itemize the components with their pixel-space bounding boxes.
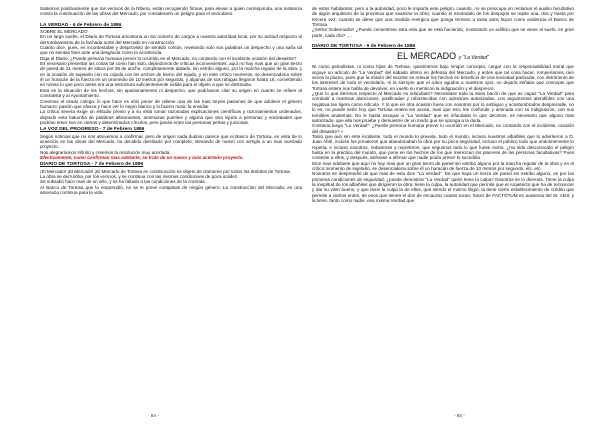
right-intro-paragraph: de estos habitantes; pero a la autoridad, poco le importa este peligro, cuando, no se preocupa en reclamar el auxilio facultativo de algún arquitecto de la provincia que examine la obra; cuando el escándalo de los despojos se repite una, dos y hasta por tercera vez; cuando se diese que una medida enérgica que ponga término a tanta sans façon como evidencia el Banco de Tortosa. <box>312 6 574 28</box>
body-paragraph: ¿Que lo que decimos respecto al Mercado es infundado? Necesitase toda la Sans bacón de que es capaz "La Verdad" para combatir a nuestras aserciones, justificadas y robustecidas con opiniones autorizadas, con argumentos atendibles con una negativa tan ligera como ridícula. Y lo que en otra ocasión fuera con nosotros por lo ambiguo y acostumbrados desprecialle, no lo es, no puede serlo hoy que Tortosa entera les acusa, mas que eso; les confunde y aminada con su indignación, con sus temibles anatemas. No le basta escapar a "La Verdad" que es infundado lo que decimos; es necesario que alguno mas autorizado, que ella nos pruebe y demuestre de un modo que se oponga a la duda. <box>312 91 574 123</box>
body-paragraph: ¡El Mercado! ¡El Mercado! ¡El Mercado de Tortosa en construcción es objeto de clamoreo por todos los ámbitos de Tortosa. <box>40 168 291 174</box>
article-title <box>312 51 574 63</box>
article-title-sub: y "La Verdad" <box>458 55 490 62</box>
page-number-left: - 84 - <box>148 413 159 418</box>
page-number-right: - 85 - <box>454 413 465 418</box>
section-heading-diario-7-febrero: DIARIO DE TORTOSA - 7 de Febrero de 1886 <box>40 162 144 168</box>
body-paragraph: Al Banco de Tortosa que la emprendió, no se le ponei cortapisas de ningún género. La construcción del Mercado, es una amenaza continua para la vida <box>40 184 302 195</box>
section-heading-diario-9-febrero: DIARIO DE TORTOSA - 9 de Febrero de 1886 <box>312 44 416 50</box>
section-heading-la-verdad: LA VERDAD - 6 de Febrero de 1886 <box>40 22 122 28</box>
body-paragraph: En un largo suelto, el Diario de Tortosa amontona un sin número de cargos a nuestra autoridad local, por su actitud respecto al derrumbamiento de la fachada norte del Mercado en construcción. <box>40 34 302 45</box>
right-page <box>312 6 574 410</box>
body-paragraph: Tanto que aun sin este incidente, todo el mundo lo prevela, todo el mundo, incluso nuestros albañiles que lo advirtieron a D. Juan Abril, incluso los jornaleros que abandonaban la obra por su poca seguridad, incluso el público todo que unánimemente lo repetía, e incluso nosotros, redactores y reporteros, que seguimos todo lo que fuese cierto. ¿Ha sido desconocido el peligro hasta en la práctica del mundo, que pone en los hechos de los que merezcan los placeres de las personas facultativas? Pues conteste a ellos, y después, atrévase a afirmar que nadie podía prever lo sucedido. <box>312 133 574 161</box>
body-paragraph: La crítica severa exige un estudio previo y a su vista tomar razonadas explicaciones científicas y razonamientos ordenados, dejando esta balumba de palabras altisonantes, amenazas pueriles y alguna que otra injuria a personas y sociedades que podrían tener son en ciertos y determinados círculos, pero jamás entre las personas pertas y juiciosas. <box>40 109 302 125</box>
body-paragraph: Esta es la situación de los hechos, sin apasionamiento ni despecho, que podríamos citar su origen en cuanto se refiere al contratista y al Ayuntamiento. <box>40 87 302 99</box>
body-paragraph: Ni como periodistas, ni como hijos de Tortosa, quisiéramos bajo ningún concepto, cargar con la responsabilidad moral que arguye un artículo de "La Verdad" del sábado último en defensa del Mercado, y antes que tal cosa hacer, romperíamos cien veces la pluma, pues que la misión del escritor es relevar los hechos en beneficio de una sociedad particular, con detrimento de los intereses de todo el vecindario, ni la siempre que el rubor agudos a nuestros ojos, no dejaría señalar que concepto que Tortosa entera nos habla de devolver, en vuelto su menticon la indignación y el desprecio. <box>312 64 574 91</box>
body-paragraph: Continúa luego "La Verdad": ¿Puede persona humana prever lo ocurrido en el Mercado, no contando con el incidente, ocasión del desastre? » <box>312 123 574 134</box>
editorial-note-red: Efectivamente, como confirman mas adelante, se trata de un nuevo y más acertado proyecto. <box>40 154 244 160</box>
body-paragraph: Nos alegraríamos infinito y creemos la resolución muy acertada. <box>40 149 171 155</box>
left-page <box>40 6 302 410</box>
section-heading-voz-del-progreso: LA VOZ DEL PROGRESO - 7 de Febrero 1886 <box>40 127 145 133</box>
body-paragraph: Cuanto dice, pues, es incontestable y desprovisto de sentido común, revelando solo sus palabras un despecho y una saña tal que no sientan bien ante una desgracia como la acontecida. <box>40 45 302 56</box>
body-paragraph: Diga el Diario: ¿Puede persona humana prever lo ocurrido en el Mercado, no contando con el incidente ocasión del desastre? <box>40 55 297 61</box>
body-paragraph: Según noticias que no nos atrevemos a confirmar, pero de origen nada dudoso parece que el Banco de Tortosa, en vista de lo acaecido en las obras del Mercado, ha decidido derribarlo por completo, elevando de nuevo con arreglo a un mas acertado proyecto. <box>40 133 302 150</box>
left-intro-paragraph: Sabemos positivamente que los vecinos de la Ribera, están recogiendo firmas, para elevar a quien corresponda, una instancia contra la continuación de las obras del Mercado, por considerarlo un peligro para el vecindario. <box>40 6 302 17</box>
right-intro-paragraph: ¿Señor Gobernador! ¿Puede consentirse esta vela que se está haciendo, mostrando un edificio que se viene al suelo, en gran parte, cada día? .... <box>312 27 574 38</box>
body-paragraph: Nosotros se desprendió de que mas de esto dice "La Verdad". De que haya un tierzo de pared sin estribo alguno, es por las primeras condiciones de seguridad, ¿puede demostrar "La Verdad" quién tiene la culpa? Nosotros se lo diremos. Tiene la culpa la ineptitud de los albañiles que dirigieron la obra; tiene la culpa, la autoridad que permite que el Arquitecto que ha de reconocer y dar su visto bueno, y que tiene la culpa la de ellos, que siendo el mismo litigio, la tiene cierto establecimiento de crédito que permite a ciertos entes, de esos que tienen el don de encauzar cuanto tocan, hacer de FACTÓTUM en ausencia del Sr. Abril, y la tiene, tanto como nadie, esa misma Verdad que <box>312 171 574 203</box>
body-paragraph: Es necesario presentar las cosas tal como han sido, dejándonos de críticas inconvenientes, aquí no hay mas que un gran tierzo de pared de 21 metros de altura por 36 de ancho, completamente aislado, sin estribo alguno, por la marcha regular de la obra, y en la ocasión de sujetarlo con su cúpula con los archos de hierro del tejado, y en este crítico momento, se desencadena sobre él un huracán de la fuerza en un promedio de 10 metros por segundo, y algunas de sus ráfagas llegaron hasta 16, convirtiendo en ruinas lo que poco antes era una estructura suficientemente sólida para el objeto a que se destinaba. <box>40 61 302 88</box>
body-paragraph: Dice mas adelante que aquí no hay mas que un gran tierzo de pared sin estribo alguno por la marcha regular de la obra y en el crítico momento de sujetarlo, se desencadena sobre él un huracán de fuerza de 10 metros por segundo, etc. etc. <box>312 160 574 171</box>
body-paragraph: Se subsidió hace mas de un año, y se ha faltado a las condiciones de la contrata. <box>40 179 206 185</box>
section-subheading: SOBRE EL MERCADO <box>40 29 88 35</box>
article-title-main: EL MERCADO <box>396 51 457 62</box>
body-paragraph: Creemos el citado colega: lo que hace es sólo poner de relieve una de las mas torpes pasiones de que adolece el género humano; pasión que ofusca y hace ver lo negro blanco y lo bueno malo; la envidia! <box>40 98 302 109</box>
body-paragraph: La obra se derrumba, por los vecinos, y se continua con las mismas condiciones de poca solidez. <box>40 173 239 179</box>
